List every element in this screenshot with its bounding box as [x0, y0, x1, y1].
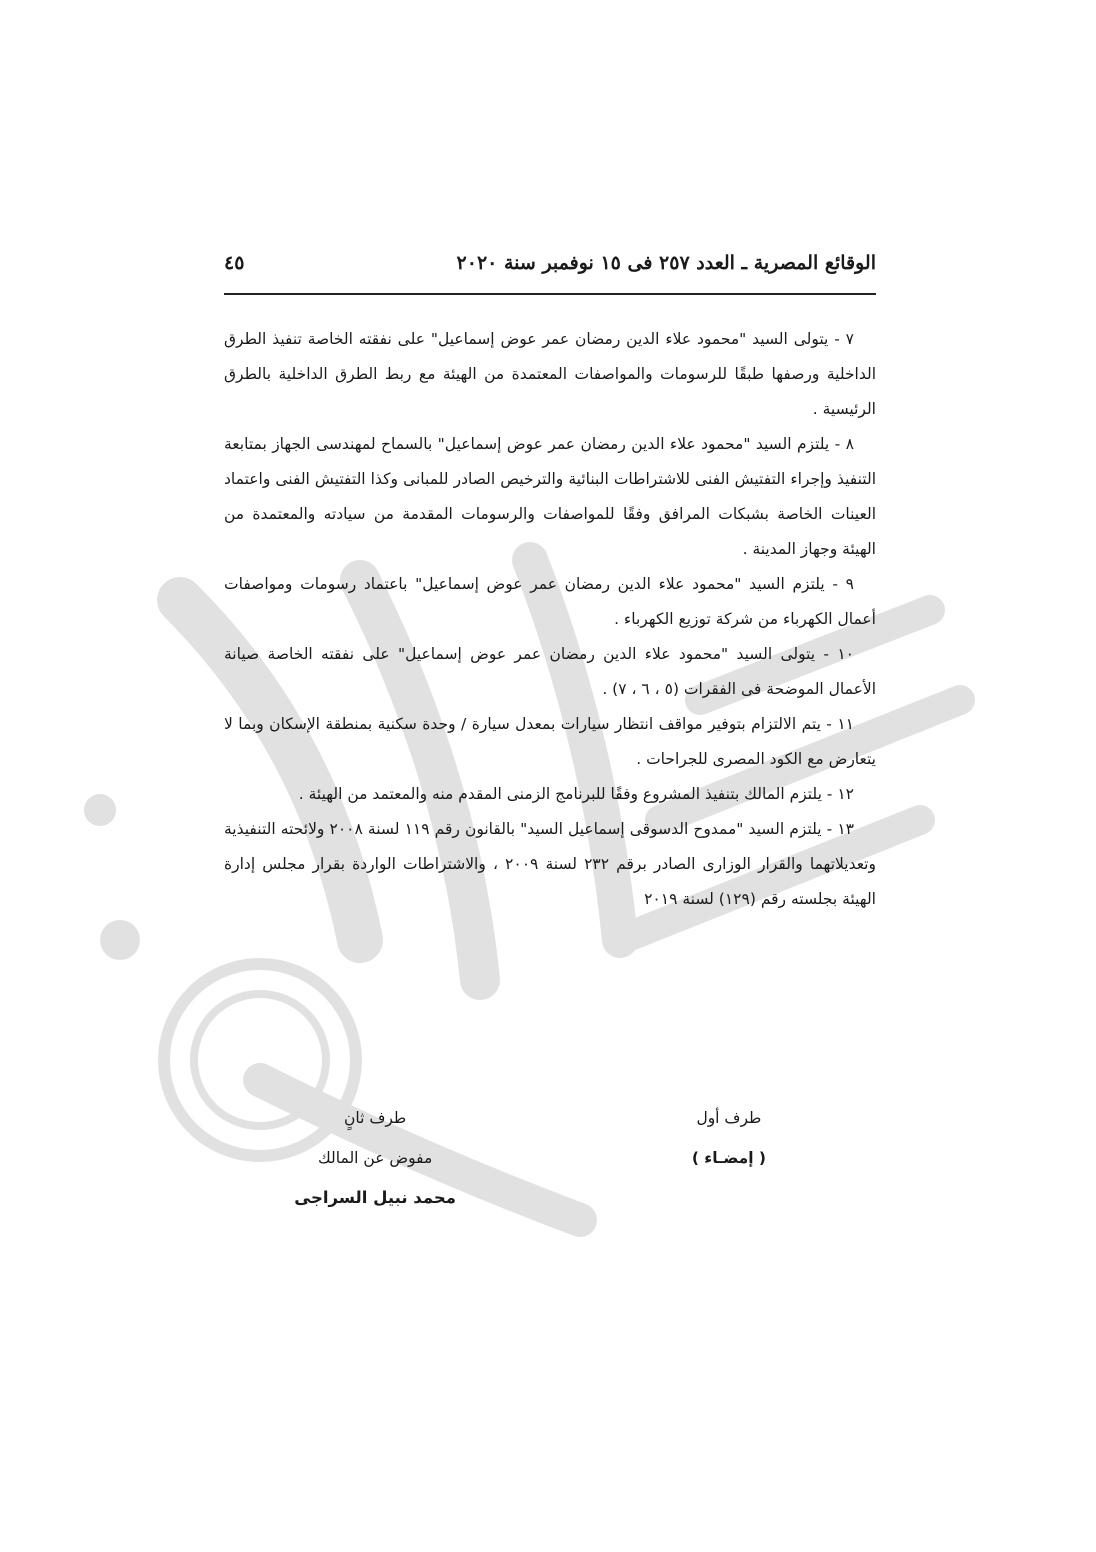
clause-7: ٧ - يتولى السيد "محمود علاء الدين رمضان عمر عوض إسماعيل" على نفقته الخاصة تنفيذ الطرق الداخلية ورصفها طبقًا للرسومات والمواصفات المعتمدة من الهيئة مع ربط الطرق الداخلية بالطرق الرئيسية . — [224, 330, 876, 418]
second-party — [294, 1098, 456, 1218]
clause-9: ٩ - يلتزم السيد "محمود علاء الدين رمضان عمر عوض إسماعيل" باعتماد رسومات ومواصفات أعمال الكهرباء من شركة توزيع الكهرباء . — [224, 575, 876, 628]
header-divider — [224, 293, 876, 295]
signature-block — [224, 1098, 876, 1218]
clause-8: ٨ - يلتزم السيد "محمود علاء الدين رمضان عمر عوض إسماعيل" بالسماح لمهندسى الجهاز بمتابعة التنفيذ وإجراء التفتيش الفنى للاشتراطات البنائية والترخيص الصادر للمبانى وكذا التفتيش الفنى واعتماد العينات الخاصة بشبكات المرافق وفقًا للمواصفات والرسومات المقدمة من سيادته والمعتمدة من الهيئة وجهاز المدينة . — [224, 435, 876, 558]
document-body — [224, 322, 876, 917]
second-party-name: محمد نبيل السراجى — [294, 1188, 456, 1207]
first-party-label: طرف أول — [696, 1109, 762, 1127]
header-title: الوقائع المصرية ـ العدد ٢٥٧ فى ١٥ نوفمبر سنة ٢٠٢٠ — [456, 252, 876, 274]
page-number: ٤٥ — [224, 252, 245, 274]
page-header — [224, 252, 876, 286]
clause-13: ١٣ - يلتزم السيد "ممدوح الدسوقى إسماعيل السيد" بالقانون رقم ١١٩ لسنة ٢٠٠٨ ولائحته التنفيذية وتعديلاتهما والقرار الوزارى الصادر برقم ٢٣٢ لسنة ٢٠٠٩ ، والاشتراطات الواردة بقرار مجلس إدارة الهيئة بجلسته رقم (١٢٩) لسنة ٢٠١٩ — [224, 820, 876, 908]
clause-12: ١٢ - يلتزم المالك بتنفيذ المشروع وفقًا للبرنامج الزمنى المقدم منه والمعتمد من الهيئة . — [298, 785, 854, 803]
second-party-label: طرف ثانٍ — [343, 1109, 407, 1127]
first-party-signature: ( إمضـاء ) — [691, 1149, 766, 1167]
first-party — [692, 1098, 766, 1178]
clause-11: ١١ - يتم الالتزام بتوفير مواقف انتظار سيارات بمعدل سيارة / وحدة سكنية بمنطقة الإسكان وبما لا يتعارض مع الكود المصرى للجراحات . — [224, 715, 876, 768]
second-party-role: مفوض عن المالك — [317, 1149, 433, 1167]
clause-10: ١٠ - يتولى السيد "محمود علاء الدين رمضان عمر عوض إسماعيل" على نفقته الخاصة صيانة الأعمال الموضحة فى الفقرات (٥ ، ٦ ، ٧) . — [224, 645, 876, 698]
